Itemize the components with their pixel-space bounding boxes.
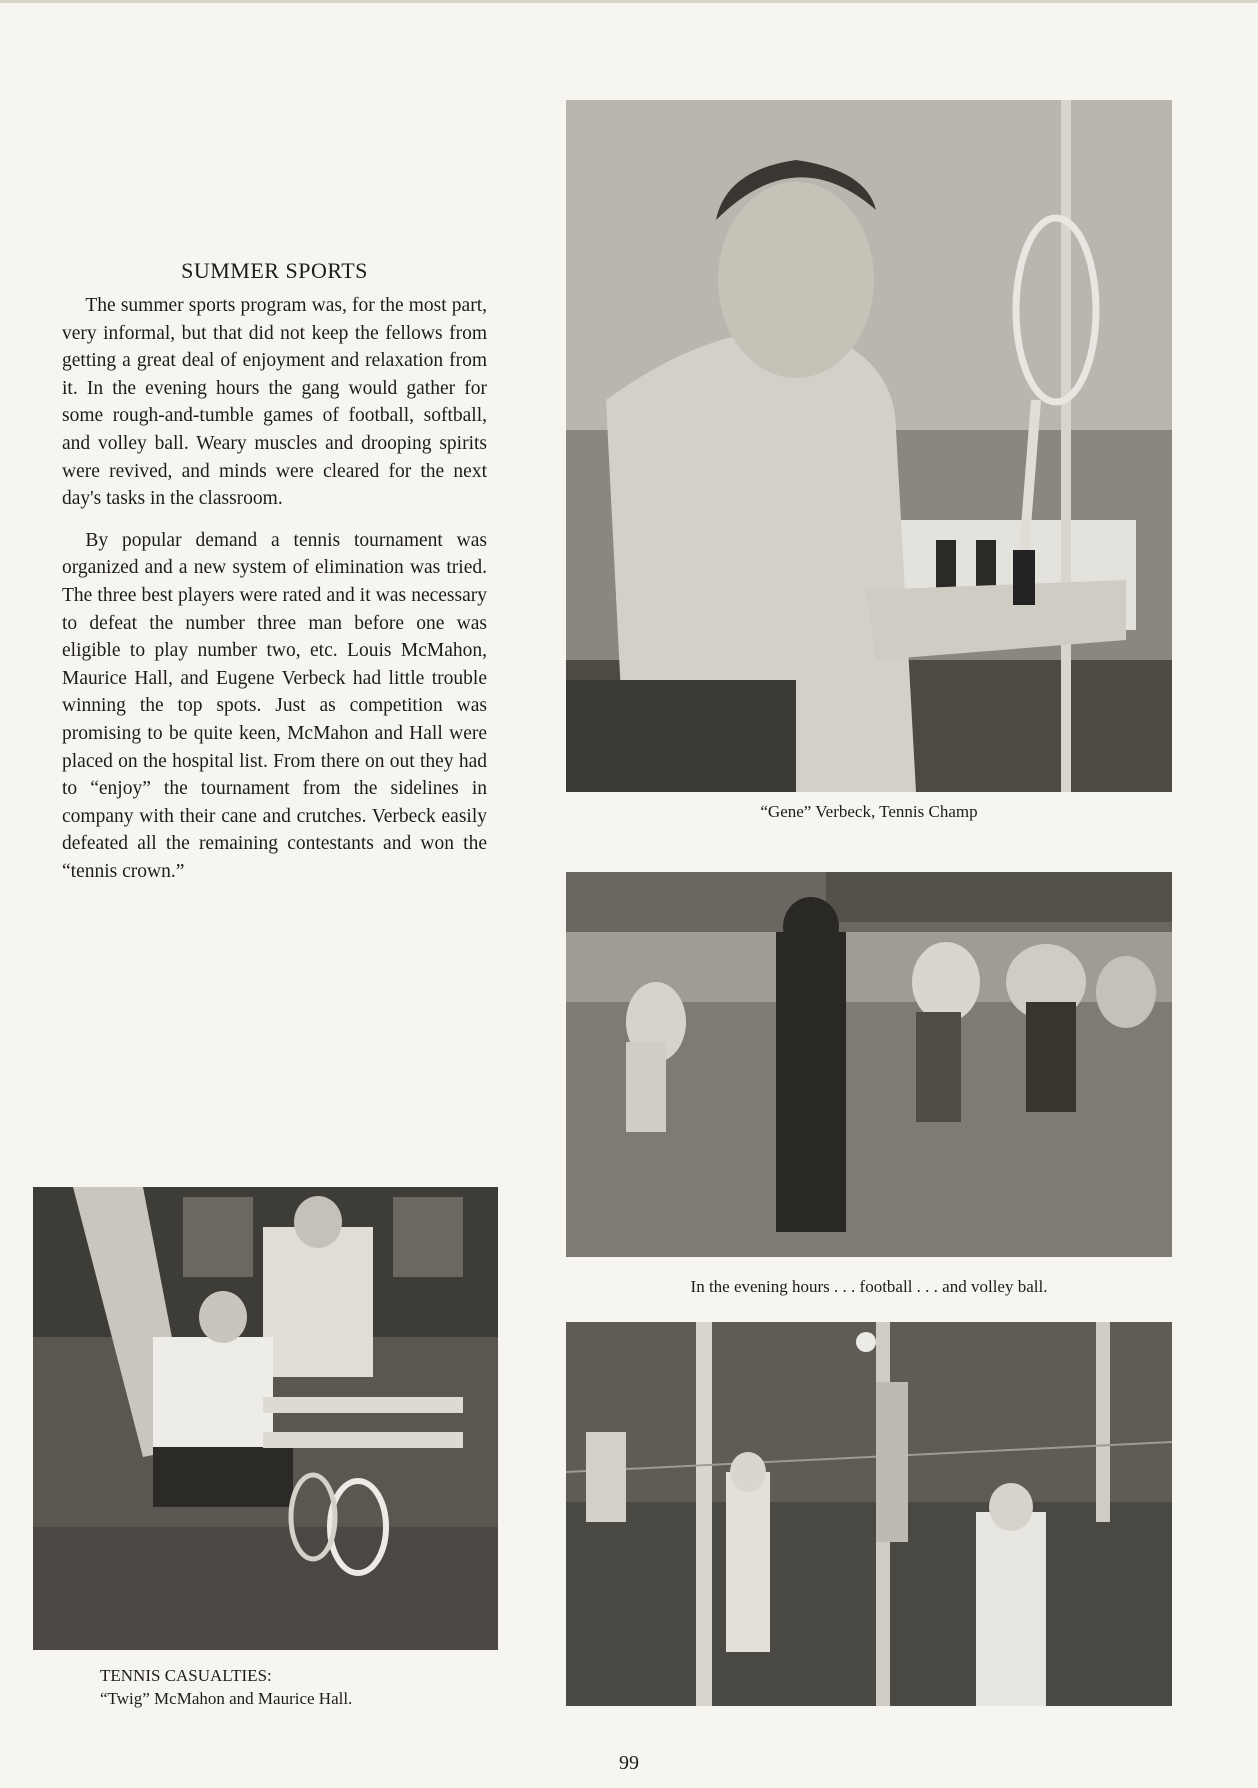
caption-tennis-champ: “Gene” Verbeck, Tennis Champ <box>760 802 978 821</box>
page-number: 99 <box>619 1752 639 1774</box>
article-title: SUMMER SPORTS <box>181 258 368 283</box>
photo-volleyball <box>566 1322 1172 1706</box>
top-edge <box>0 0 1258 3</box>
caption-casualties-line2: “Twig” McMahon and Maurice Hall. <box>100 1689 353 1708</box>
caption-football: In the evening hours . . . football . . . and volley ball. <box>690 1277 1048 1296</box>
article-paragraph-1: The summer sports program was, for the most part, very informal, but that did not keep the fellows from getting a great deal of enjoyment and relaxation from it. In the evening hours the gang would gather for some rough-and-tumble games of football, softball, and volley ball. Weary muscles and drooping spirits were revived, and minds were cleared for the next day's tasks in the classroom. <box>62 295 487 510</box>
article-paragraph-2: By popular demand a tennis tournament was organized and a new system of elimination was tried. The three best players were rated and it was necessary to defeat the number three man before one was eligible to play number two, etc. Louis McMahon, Maurice Hall, and Eugene Verbeck had little trouble winning the top spots. Just as competition was promising to be quite keen, McMahon and Hall were placed on the hospital list. From there on out they had to “enjoy” the tournament from the sidelines in company with their cane and crutches. Verbeck easily defeated all the remaining contestants and won the “tennis crown.” <box>62 529 487 882</box>
article <box>62 258 487 885</box>
casualties-image <box>33 1187 498 1650</box>
caption-casualties-line1: TENNIS CASUALTIES: <box>100 1666 272 1685</box>
photo-tennis-champ <box>566 100 1172 792</box>
football-image <box>566 872 1172 1257</box>
volleyball-image <box>566 1322 1172 1706</box>
caption-casualties <box>100 1664 500 1710</box>
photo-tennis-casualties <box>33 1187 498 1650</box>
photo-football <box>566 872 1172 1257</box>
tennis-champ-image <box>566 100 1172 792</box>
